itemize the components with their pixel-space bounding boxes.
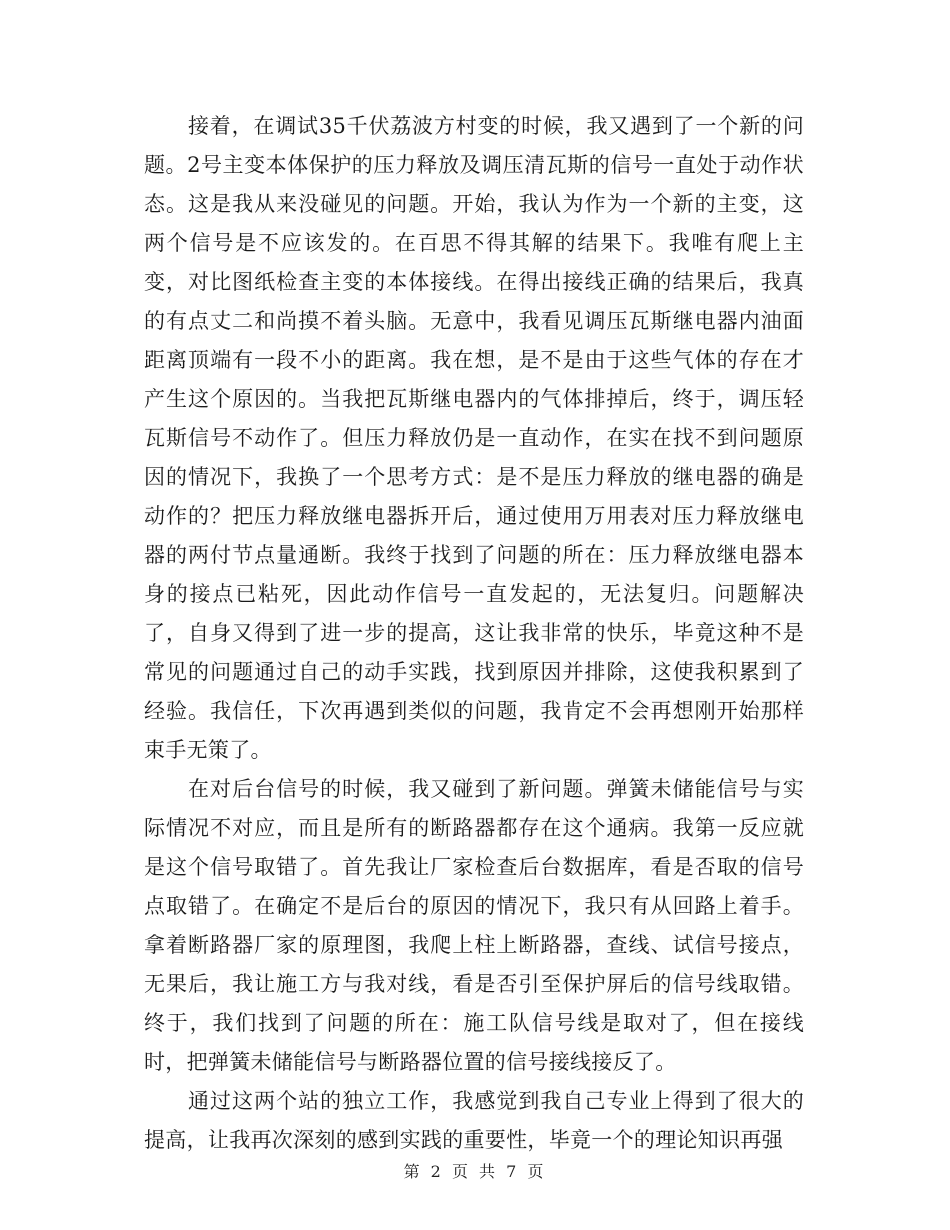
paragraph-1: 接着，在调试35千伏荔波方村变的时候，我又遇到了一个新的问题。2号主变本体保护的压力释放及调压清瓦斯的信号一直处于动作状态。这是我从来没碰见的问题。开始，我认为作为一个新的主变，这两个信号是不应该发的。在百思不得其解的结果下。我唯有爬上主变，对比图纸检查主变的本体接线。在得出接线正确的结果后，我真的有点丈二和尚摸不着头脑。无意中，我看见调压瓦斯继电器内油面距离顶端有一段不小的距离。我在想，是不是由于这些气体的存在才产生这个原因的。当我把瓦斯继电器内的气体排掉后，终于，调压轻瓦斯信号不动作了。但压力释放仍是一直动作，在实在找不到问题原因的情况下，我换了一个思考方式：是不是压力释放的继电器的确是动作的？把压力释放继电器拆开后，通过使用万用表对压力释放继电器的两付节点量通断。我终于找到了问题的所在：压力释放继电器本身的接点已粘死，因此动作信号一直发起的，无法复归。问题解决了，自身又得到了进一步的提高，这让我非常的快乐，毕竟这种不是常见的问题通过自己的动手实践，找到原因并排除，这使我积累到了经验。我信任，下次再遇到类似的问题，我肯定不会再想刚开始那样束手无策了。 <box>144 114 804 762</box>
paragraph-2: 在对后台信号的时候，我又碰到了新问题。弹簧未储能信号与实际情况不对应，而且是所有的断路器都存在这个通病。我第一反应就是这个信号取错了。首先我让厂家检查后台数据库，看是否取的信号点取错了。在确定不是后台的原因的情况下，我只有从回路上着手。拿着断路器厂家的原理图，我爬上柱上断路器，查线、试信号接点，无果后，我让施工方与我对线，看是否引至保护屏后的信号线取错。终于，我们找到了问题的所在：施工队信号线是取对了，但在接线时，把弹簧未储能信号与断路器位置的信号接线接反了。 <box>144 777 804 1074</box>
page-number-footer: 第 2 页 共 7 页 <box>403 1162 547 1181</box>
paragraph-3: 通过这两个站的独立工作，我感觉到我自己专业上得到了很大的提高，让我再次深刻的感到实践的重要性，毕竟一个的理论知识再强 <box>144 1089 804 1152</box>
body-text <box>144 107 804 1160</box>
